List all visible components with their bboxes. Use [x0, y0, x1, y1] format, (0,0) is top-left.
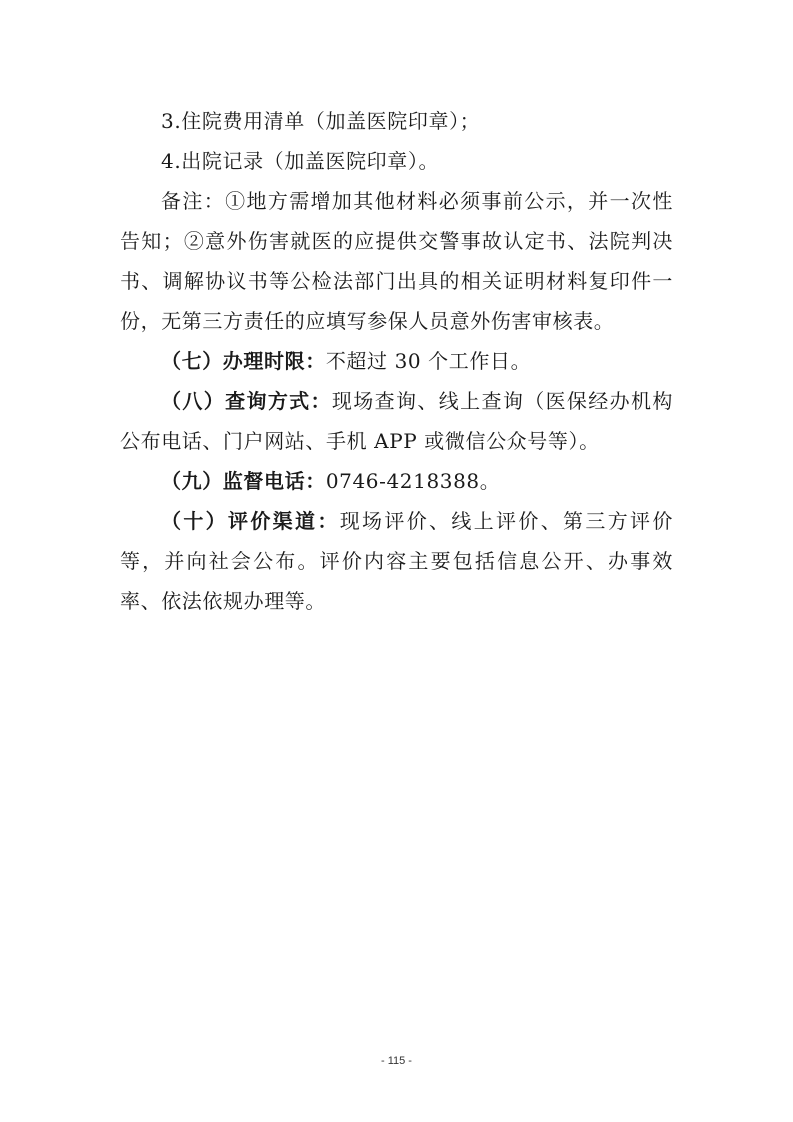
- page-number: - 115 -: [381, 1055, 412, 1067]
- paragraph-text: 不超过 30 个工作日。: [325, 349, 532, 373]
- paragraph-query-method: [120, 381, 673, 461]
- paragraph-text: 0746-4218388。: [325, 469, 501, 493]
- paragraph-text: 4.出院记录（加盖医院印章）。: [161, 149, 440, 173]
- paragraph-text: 现场评价、线上评价、第三方评价等，并向社会公布。评价内容主要包括信息公开、办事效率、依法依规办理等。: [120, 509, 673, 613]
- section-heading: （八）查询方式：: [161, 389, 332, 413]
- body-text: [120, 101, 673, 621]
- section-heading: （七）办理时限：: [161, 349, 326, 373]
- paragraph-supervision-phone: [120, 461, 673, 501]
- paragraph-remarks: [120, 181, 673, 341]
- paragraph-text: 现场查询、线上查询（医保经办机构公布电话、门户网站、手机 APP 或微信公众号等）。: [120, 389, 673, 453]
- paragraph-text: 3.住院费用清单（加盖医院印章）；: [161, 109, 481, 133]
- paragraph-item-3: [120, 101, 673, 141]
- paragraph-text: 备注：①地方需增加其他材料必须事前公示，并一次性告知；②意外伤害就医的应提供交警事故认定书、法院判决书、调解协议书等公检法部门出具的相关证明材料复印件一份，无第三方责任的应填写参保人员意外伤害审核表。: [120, 189, 673, 333]
- paragraph-item-4: [120, 141, 673, 181]
- section-heading: （十）评价渠道：: [161, 509, 340, 533]
- paragraph-evaluation-channel: [120, 501, 673, 621]
- section-heading: （九）监督电话：: [161, 469, 326, 493]
- paragraph-processing-time: [120, 341, 673, 381]
